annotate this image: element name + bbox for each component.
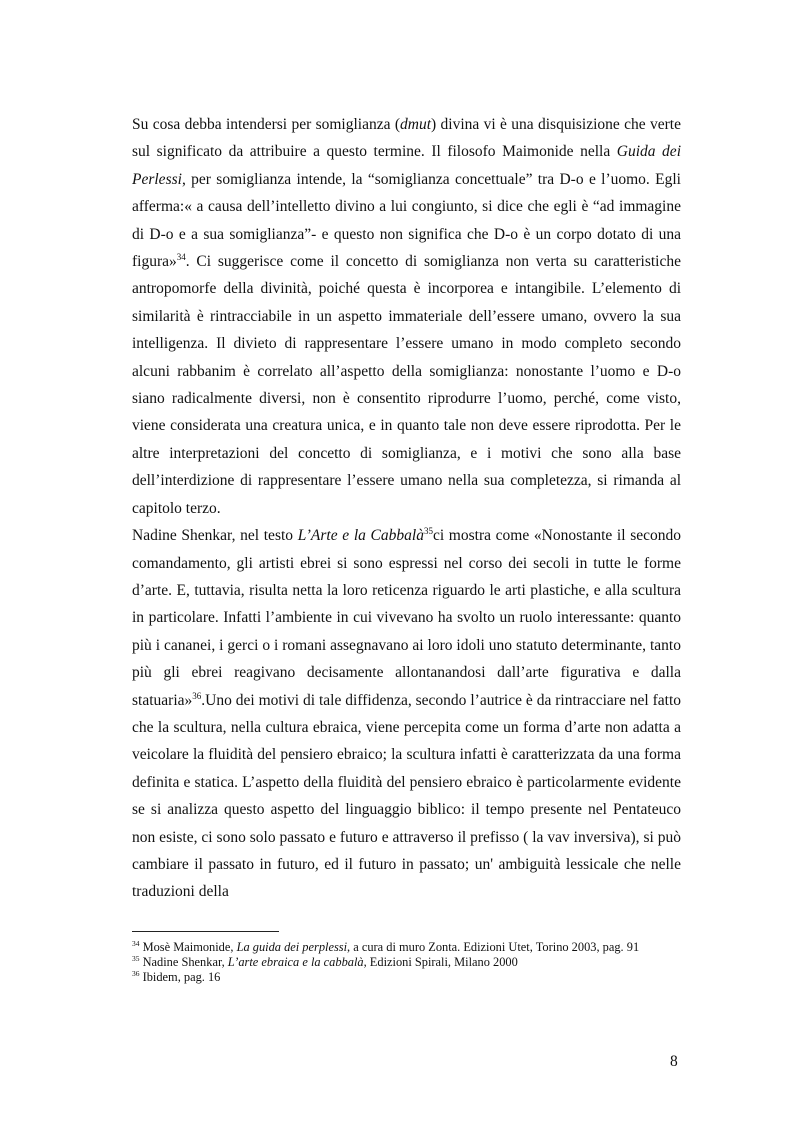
footnote-text: , a cura di muro Zonta. Edizioni Utet, Torino 2003, pag. 91 bbox=[347, 940, 640, 954]
footnote-34 bbox=[132, 940, 692, 955]
footnote-36 bbox=[132, 970, 692, 985]
text-run: Nadine Shenkar, nel testo bbox=[132, 527, 298, 545]
footnote-ref-34: 34 bbox=[176, 251, 186, 262]
main-text bbox=[132, 111, 681, 906]
footnote-number: 35 bbox=[132, 953, 140, 963]
footnote-ref-36: 36 bbox=[192, 690, 202, 701]
text-run: ) divina vi è una disquisizione che verte sul significato da attribuire a questo termine. Il filosofo Maimonide nella bbox=[132, 116, 681, 161]
footnote-number: 34 bbox=[132, 938, 140, 948]
text-run: .Uno dei motivi di tale diffidenza, secondo l’autrice è da rintracciare nel fatto che la scultura, nella cultura ebraica, viene percepita come un forma d’arte non adatta a veicolare la fluidità del pensiero ebraico; la scultura infatti è caratterizzata da una forma definita e statica. L’aspetto della fluidità del pensiero ebraico è particolarmente evidente se si analizza questo aspetto del linguaggio biblico: il tempo presente nel Pentateuco non esiste, ci sono solo passato e futuro e attraverso il prefisso ( la vav inversiva), si può cambiare il passato in futuro, ed il futuro in passato; un' ambiguità lessicale che nelle traduzioni della bbox=[132, 691, 681, 901]
paragraph-shenkar bbox=[132, 522, 681, 906]
footnote-separator bbox=[132, 931, 279, 932]
text-run: , per somiglianza intende, la “somiglianza concettuale” tra D-o e l’uomo. Egli afferma:« a causa dell’intelletto divino a lui congiunto, si dice che egli è “ad immagine di D-o e a sua somiglianza”- e questo non significa che D-o è un corpo dotato di una figura» bbox=[132, 170, 681, 271]
book-title: L’Arte e la Cabbalà bbox=[297, 527, 424, 545]
footnote-text: Mosè Maimonide, bbox=[139, 940, 237, 954]
term-dmut: dmut bbox=[400, 116, 432, 133]
footnote-title: La guida dei perplessi bbox=[236, 940, 348, 954]
text-run: Su cosa debba intendersi per somiglianza ( bbox=[132, 116, 401, 133]
paragraph-somiglianza bbox=[132, 111, 681, 522]
page-number: 8 bbox=[670, 1053, 678, 1070]
footnote-text: , Edizioni Spirali, Milano 2000 bbox=[363, 955, 518, 969]
guida-title: Guida dei Perlessi bbox=[132, 143, 681, 188]
footnote-title: L’arte ebraica e la cabbalà bbox=[227, 955, 364, 969]
footnote-text: Ibidem, pag. 16 bbox=[139, 970, 221, 984]
text-run: . Ci suggerisce come il concetto di somiglianza non verta su caratteristiche antropomorfe della divinità, poiché questa è incorporea e intangibile. L’elemento di similarità è rintracciabile in un aspetto immateriale dell’essere umano, ovvero la sua intelligenza. Il divieto di rappresentare l’essere umano in modo completo secondo alcuni rabbanim è correlato all’aspetto della somiglianza: nonostante l’uomo e D-o siano radicalmente diversi, non è consentito riprodurre l’uomo, perché, come visto, viene considerata una creatura unica, e in quanto tale non deve essere riprodotta. Per le altre interpretazioni del concetto di somiglianza, e i motivi che sono alla base dell’interdizione di rappresentare l’essere umano nella sua completezza, si rimanda al capitolo terzo. bbox=[132, 253, 681, 517]
footnote-text: Nadine Shenkar, bbox=[139, 955, 228, 969]
footnote-ref-35: 35 bbox=[423, 525, 433, 536]
footnotes bbox=[132, 940, 692, 985]
footnote-35 bbox=[132, 955, 692, 970]
text-run: ci mostra come «Nonostante il secondo comandamento, gli artisti ebrei si sono espressi nel corso dei secoli in tutte le forme d’arte. E, tuttavia, risulta netta la loro reticenza riguardo le arti plastiche, e alla scultura in particolare. Infatti l’ambiente in cui vivevano ha svolto un ruolo interessante: quanto più i cananei, i gerci o i romani assegnavano ai loro idoli uno statuto determinante, tanto più gli ebrei reagivano decisamente allontanandosi dall’arte figurativa e dalla statuaria» bbox=[132, 527, 681, 709]
footnote-number: 36 bbox=[132, 968, 140, 978]
